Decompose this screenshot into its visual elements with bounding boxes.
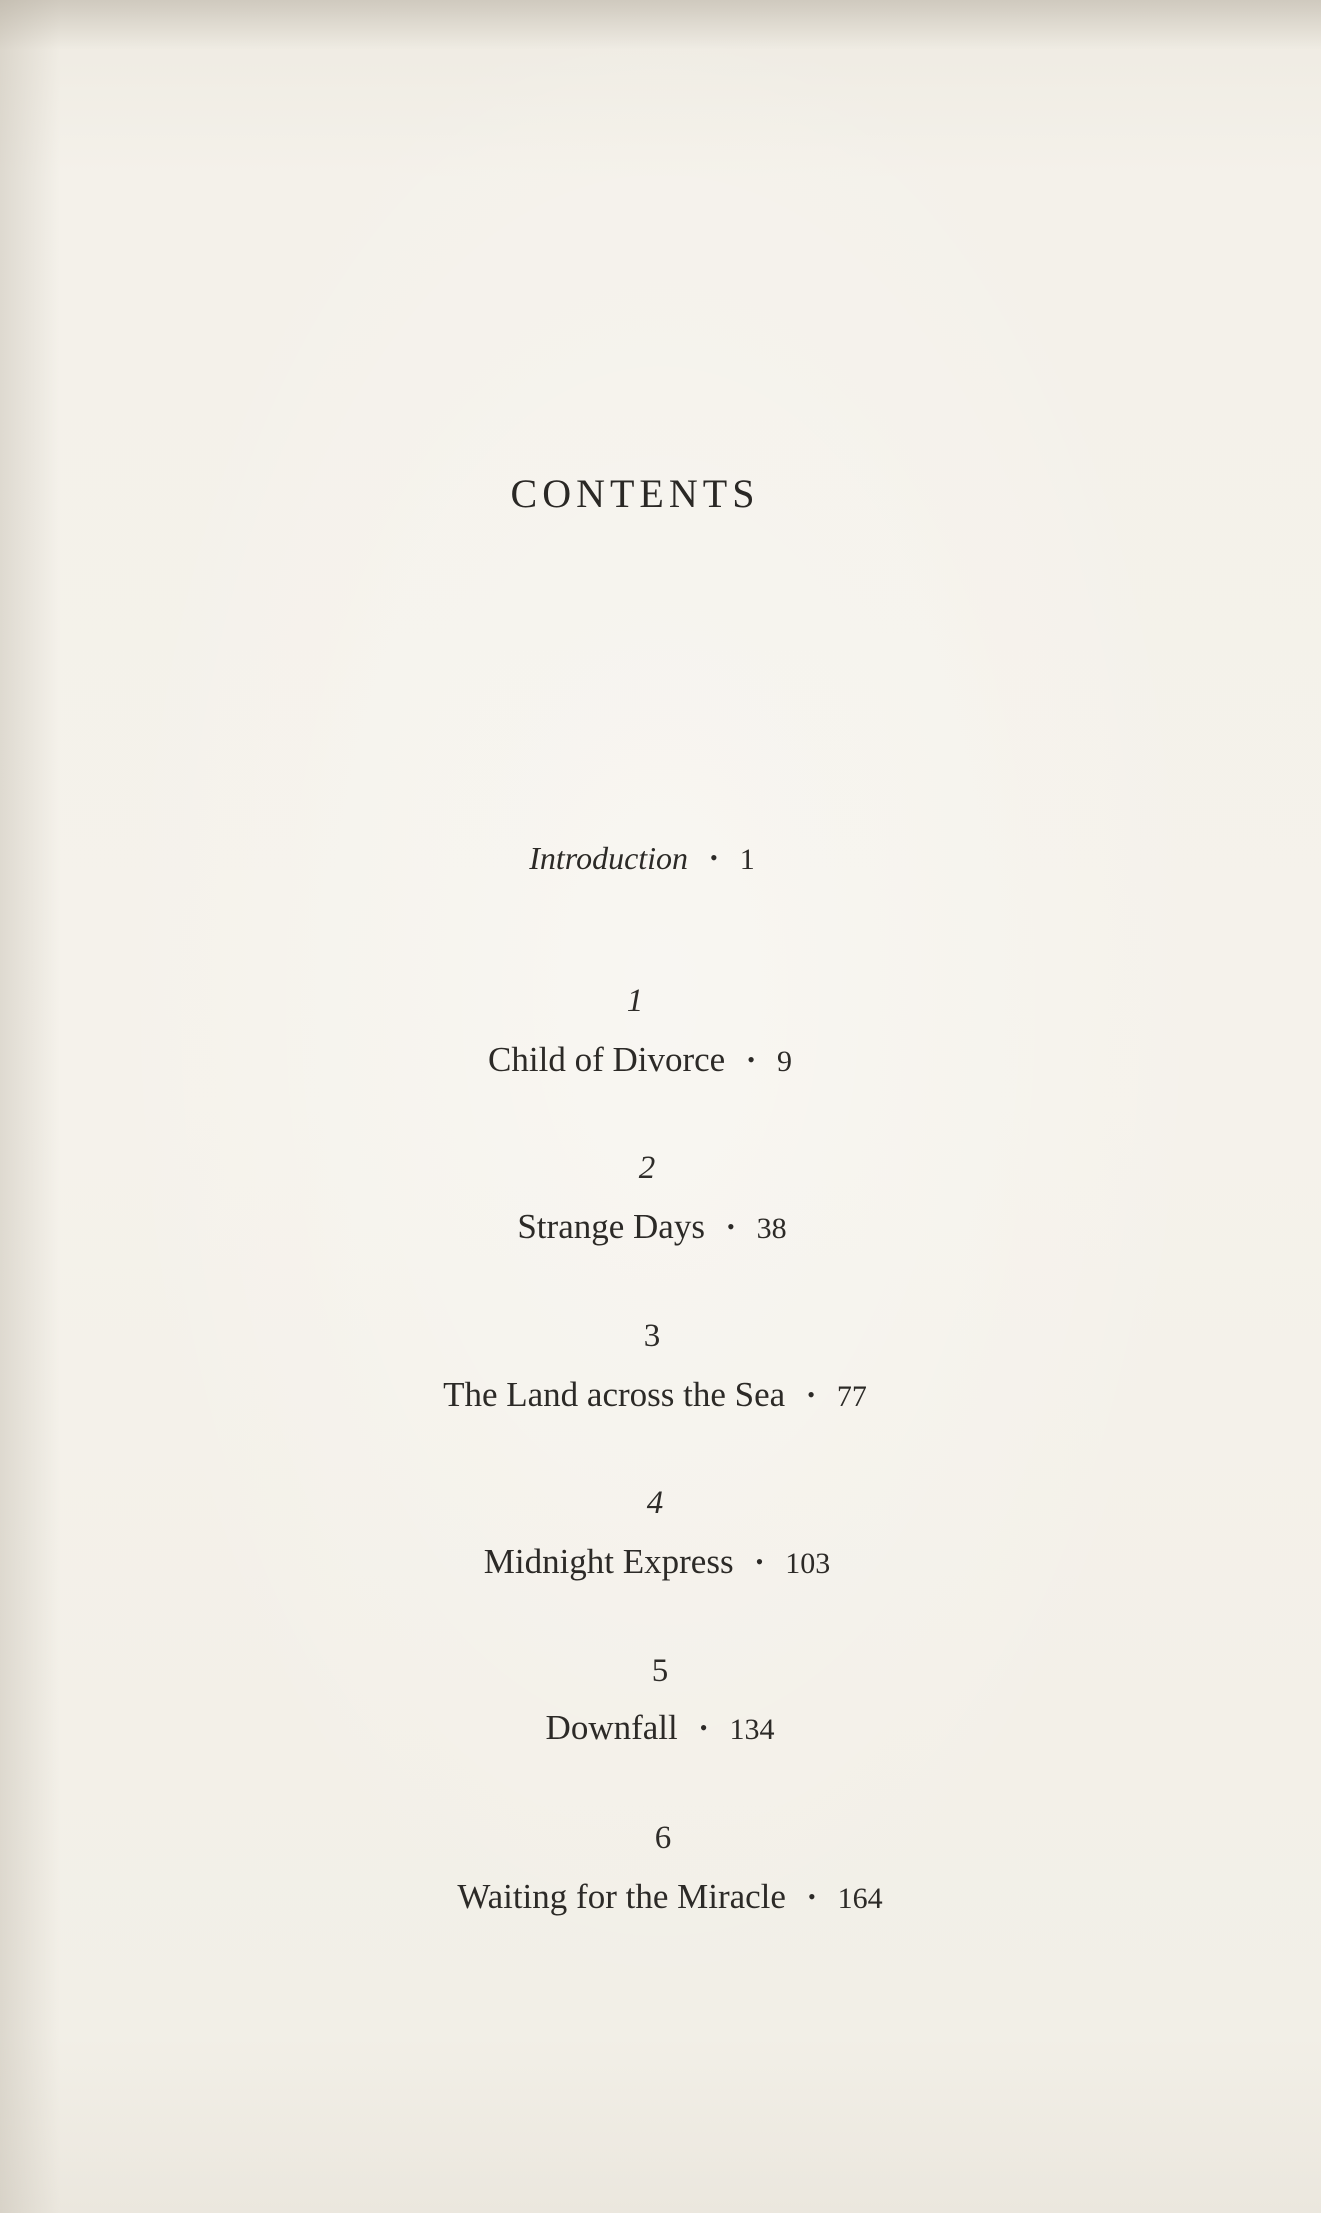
contents-heading: CONTENTS — [510, 471, 760, 516]
toc-page-number: 38 — [756, 1212, 787, 1245]
toc-entry-title: The Land across the Sea — [443, 1375, 786, 1414]
toc-entry-chapter-2 — [2, 1207, 1302, 1247]
toc-separator: • — [710, 845, 718, 870]
toc-page-number: 1 — [739, 843, 755, 876]
toc-entry-chapter-4 — [7, 1542, 1307, 1582]
toc-page-number: 103 — [785, 1547, 831, 1580]
toc-separator: • — [755, 1549, 764, 1574]
toc-separator: • — [807, 1382, 815, 1407]
toc-page-number: 164 — [837, 1882, 883, 1915]
toc-entry-title: Child of Divorce — [488, 1040, 726, 1079]
toc-separator: • — [807, 1884, 816, 1909]
toc-separator: • — [747, 1047, 755, 1072]
chapter-number: 4 — [646, 1485, 664, 1521]
toc-separator: • — [726, 1214, 735, 1239]
toc-page-number: 9 — [776, 1045, 792, 1078]
toc-entry-title: Midnight Express — [483, 1542, 734, 1581]
toc-page-number: 134 — [729, 1713, 775, 1746]
chapter-number: 5 — [651, 1653, 669, 1689]
chapter-number: 2 — [638, 1150, 656, 1186]
toc-entry-title: Downfall — [545, 1708, 678, 1747]
chapter-number: 3 — [643, 1318, 661, 1354]
toc-entry-chapter-6 — [20, 1877, 1320, 1917]
chapter-number: 1 — [626, 983, 644, 1019]
chapter-number: 6 — [654, 1820, 672, 1856]
toc-page-number: 77 — [836, 1380, 867, 1413]
toc-entry-chapter-5 — [10, 1708, 1310, 1748]
page-top-shadow — [0, 0, 1321, 50]
toc-entry-title: Introduction — [529, 840, 689, 876]
toc-entry-chapter-3 — [5, 1375, 1305, 1415]
toc-entry-introduction — [0, 838, 1292, 878]
toc-entry-title: Strange Days — [517, 1207, 705, 1246]
toc-entry-chapter-1 — [0, 1040, 1290, 1080]
toc-separator: • — [699, 1715, 708, 1740]
toc-entry-title: Waiting for the Miracle — [457, 1877, 786, 1916]
